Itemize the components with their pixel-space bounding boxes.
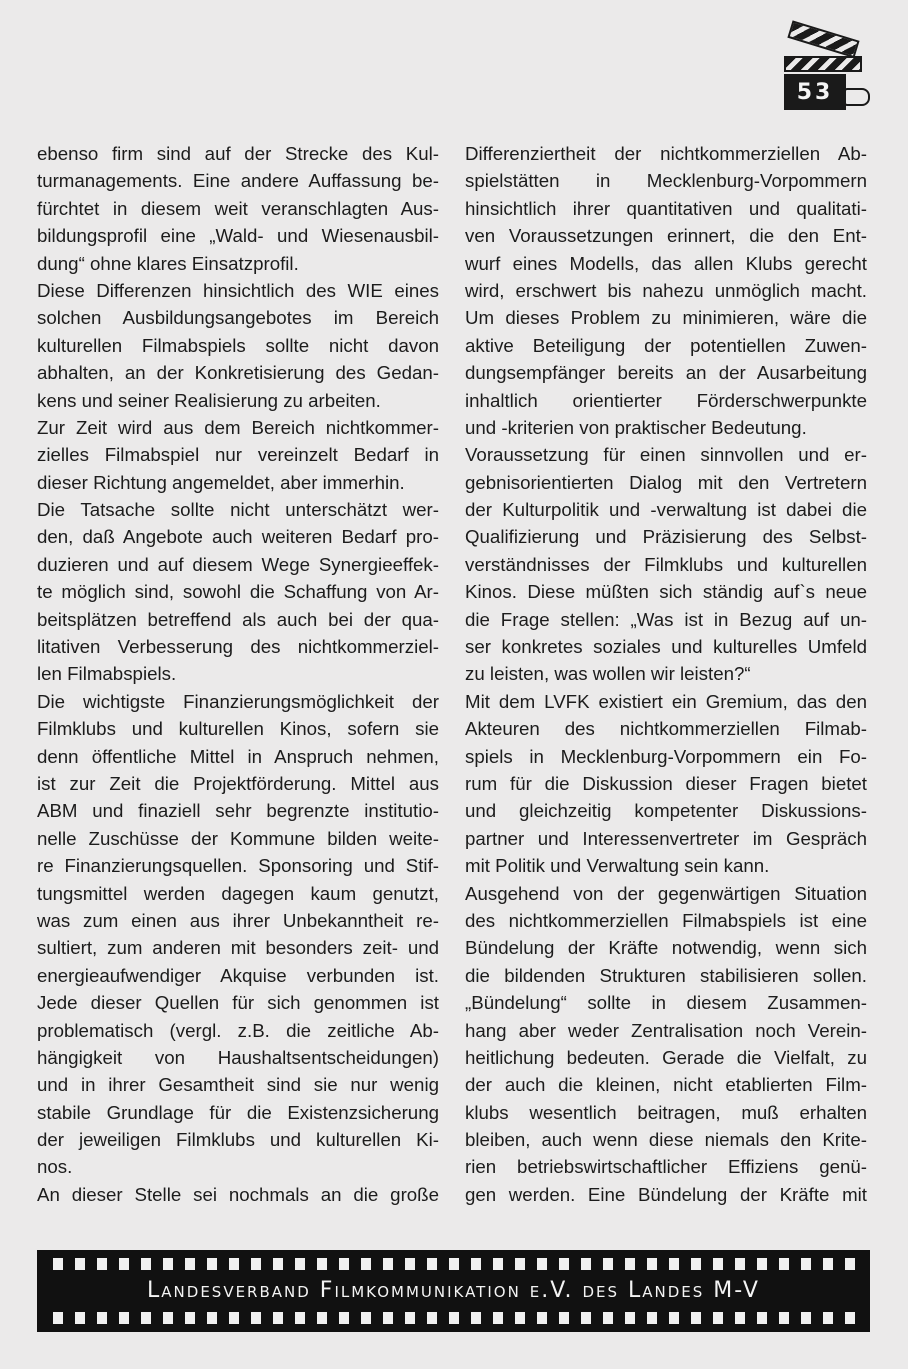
text-line: fürchtet in diesem weit veranschlagten Aus- [37,197,439,219]
text-line: des nichtkommerziellen Filmabspiels ist eine [465,909,867,931]
text-line: mit Politik und Verwaltung sein kann. [465,855,770,877]
text-line: len Filmabspiels. [37,663,177,685]
text-line: Ausgehend von der gegenwärtigen Situation [465,882,867,904]
text-line: re Finanzierungsquellen. Sponsoring und Stif- [37,855,439,877]
text-line: was zum einen aus ihrer Unbekanntheit re- [37,909,439,931]
text-line: te möglich sind, sowohl die Schaffung von Ar- [37,581,439,603]
left-text-column [37,140,439,1208]
text-line: Die Tatsache sollte nicht unterschätzt wer- [37,499,439,521]
text-line: sultiert, zum anderen mit besonders zeit- und [37,937,439,959]
text-line: kens und seiner Realisierung zu arbeiten. [37,389,381,411]
text-line: und -kriterien von praktischer Bedeutung. [465,416,807,438]
text-line: bleiben, auch wenn diese niemals den Krite- [465,1129,867,1151]
text-line: gen werden. Eine Bündelung der Kräfte mit [465,1183,867,1205]
text-line: der auch die kleinen, nicht etablierten Film- [465,1074,867,1096]
text-line: „Bündelung“ sollte in diesem Zusammen- [465,992,867,1014]
text-line: und in ihrer Gesamtheit sind sie nur wenig [37,1074,439,1096]
text-line: die bildenden Strukturen stabilisieren sollen. [465,964,867,986]
text-line: hinsichtlich ihrer quantitativen und qualitati- [465,197,867,219]
text-line: nos. [37,1156,73,1178]
text-line: ser konkretes soziales und kulturelles Umfeld [465,636,867,658]
text-line: stabile Grundlage für die Existenzsicherung [37,1101,439,1123]
text-line: energieaufwendiger Akquise verbunden ist. [37,964,439,986]
text-line: abhalten, an der Konkretisierung des Gedan- [37,362,439,384]
text-line: heitlichung bedeuten. Gerade die Vielfalt, zu [465,1046,867,1068]
film-perforation-bottom [53,1312,864,1324]
text-line: zu leisten, was wollen wir leisten?“ [465,663,751,685]
text-line: Bündelung der Kräfte notwendig, wenn sich [465,937,867,959]
text-line: spiels in Mecklenburg-Vorpommern ein Fo- [465,745,867,767]
text-line: Voraussetzung für einen sinnvollen und er- [465,444,867,466]
text-line: klubs wesentlich beitragen, muß erhalten [465,1101,867,1123]
right-text-column [465,140,867,1208]
text-line: nelle Zuschüsse der Kommune bilden weite- [37,827,439,849]
text-line: bildungsprofil eine „Wald- und Wiesenausbil- [37,225,439,247]
text-line: duzieren und auf diesem Wege Synergieeffek- [37,553,439,575]
footer-title: Landesverband Filmkommunikation e.V. des Landes M-V [147,1278,760,1303]
text-line: wurf eines Modells, das allen Klubs gerecht [465,252,867,274]
text-line: Qualifizierung und Präzisierung des Selbst- [465,526,867,548]
text-line: litativen Verbesserung des nichtkommerziel- [37,636,439,658]
text-line: und gleichzeitig kompetenter Diskussions- [465,800,867,822]
text-line: dung“ ohne klares Einsatzprofil. [37,252,299,274]
text-line: turmanagements. Eine andere Auffassung be- [37,170,439,192]
text-line: beitsplätzen betreffend als auch bei der qua- [37,608,439,630]
text-line: An dieser Stelle sei nochmals an die große [37,1183,439,1205]
text-line: hängigkeit von Haushaltsentscheidungen) [37,1046,439,1068]
text-line: gebnisorientierten Dialog mit den Vertretern [465,471,867,493]
text-line: ebenso firm sind auf der Strecke des Kul- [37,143,439,164]
text-line: kulturellen Filmabspiels sollte nicht davon [37,334,439,356]
text-line: den, daß Angebote auch weiteren Bedarf pro- [37,526,439,548]
film-strip-footer [37,1250,870,1332]
text-line: Akteuren des nichtkommerziellen Filmab- [465,718,867,740]
text-line: wird, erschwert bis nahezu unmöglich macht. [465,279,867,301]
hand-icon [844,88,870,106]
text-line: dungsempfänger bereits an der Ausarbeitung [465,362,867,384]
text-line: ven Voraussetzungen erinnert, die den Ent- [465,225,867,247]
text-line: Jede dieser Quellen für sich genommen ist [37,992,439,1014]
page-number: 53 [784,74,846,110]
text-line: die Frage stellen: „Was ist in Bezug auf un- [465,608,867,630]
text-line: Diese Differenzen hinsichtlich des WIE eines [37,279,439,301]
text-line: rien betriebswirtschaftlicher Effiziens genü- [465,1156,867,1178]
text-line: inhaltlich orientierter Förderschwerpunkte [465,389,867,411]
clapper-arm [787,20,859,58]
text-line: der Kulturpolitik und -verwaltung ist dabei die [465,499,867,521]
text-line: hang aber weder Zentralisation noch Verein- [465,1019,867,1041]
text-line: Differenziertheit der nichtkommerziellen Ab- [465,143,867,164]
clapperboard-icon [778,12,870,112]
text-line: Die wichtigste Finanzierungsmöglichkeit der [37,690,439,712]
text-line: Filmklubs und kulturellen Kinos, sofern sie [37,718,439,740]
text-line: tungsmittel werden dagegen kaum genutzt, [37,882,439,904]
text-line: ABM und finaziell sehr begrenzte institutio- [37,800,439,822]
text-line: Kinos. Diese müßten sich ständig auf`s neue [465,581,867,603]
text-line: partner und Interessenvertreter im Gespräch [465,827,867,849]
text-line: der jeweiligen Filmklubs und kulturellen Ki- [37,1129,439,1151]
text-line: spielstätten in Mecklenburg-Vorpommern [465,170,867,192]
text-line: zielles Filmabspiel nur vereinzelt Bedarf in [37,444,439,466]
text-line: rum für die Diskussion dieser Fragen bietet [465,772,867,794]
text-line: dieser Richtung angemeldet, aber immerhin. [37,471,405,493]
film-perforation-top [53,1258,864,1270]
text-line: Um dieses Problem zu minimieren, wäre die [465,307,867,329]
text-line: aktive Beteiligung der potentiellen Zuwen- [465,334,867,356]
clapper-stripe [784,56,862,72]
text-line: Zur Zeit wird aus dem Bereich nichtkommer- [37,416,439,438]
text-line: ist zur Zeit die Projektförderung. Mittel aus [37,772,439,794]
text-line: solchen Ausbildungsangebotes im Bereich [37,307,439,329]
text-line: denn öffentliche Mittel in Anspruch nehmen, [37,745,439,767]
text-line: problematisch (vergl. z.B. die zeitliche Ab- [37,1019,439,1041]
text-line: Mit dem LVFK existiert ein Gremium, das den [465,690,867,712]
text-line: verständnisses der Filmklubs und kulturellen [465,553,867,575]
